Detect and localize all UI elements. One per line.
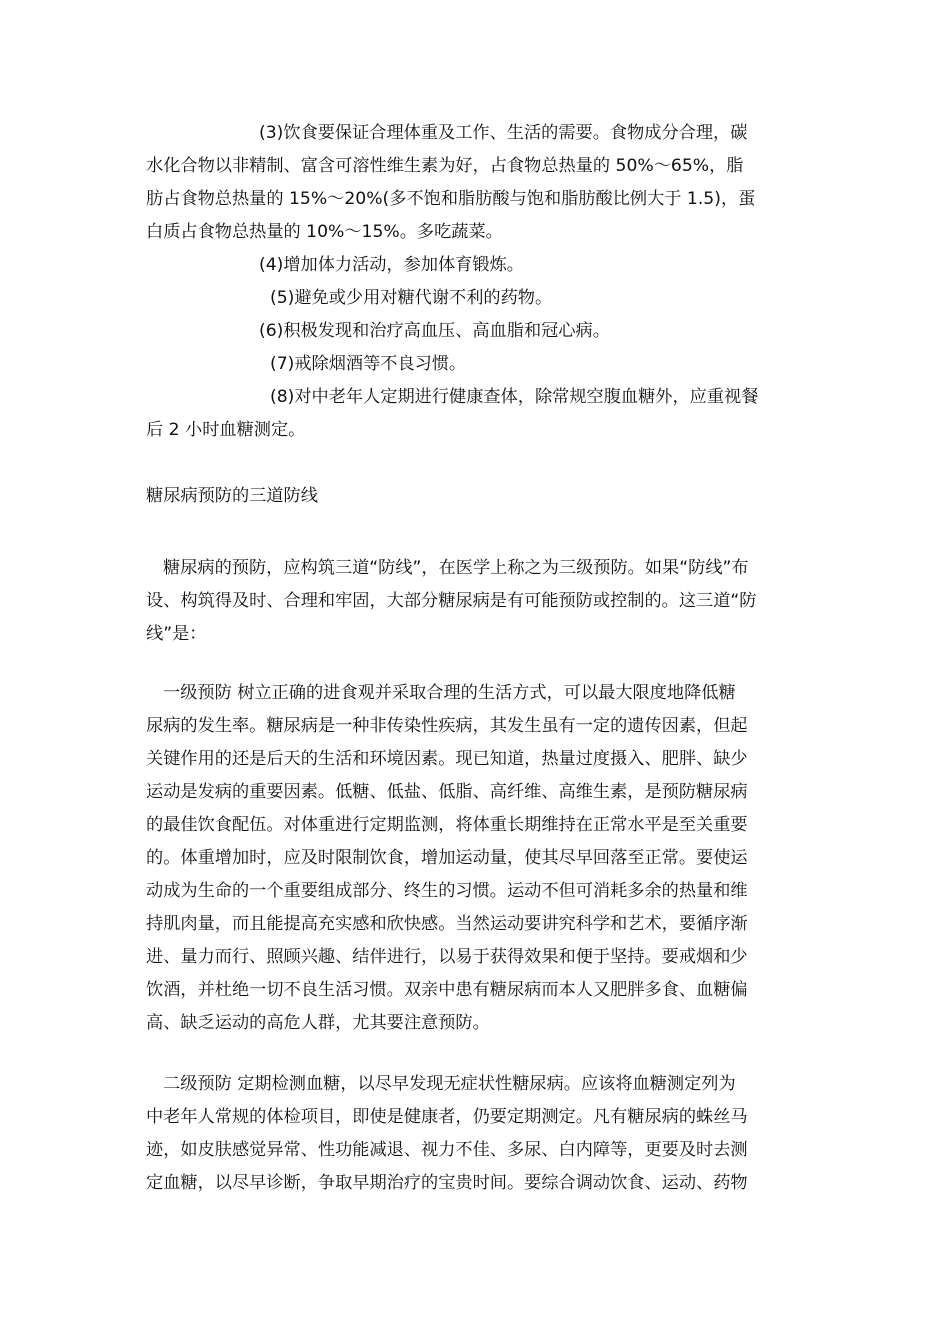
first-level-prevention — [146, 677, 814, 1040]
text-line: (3)饮食要保证合理体重及工作、生活的需要。食物成分合理，碳 — [259, 123, 748, 143]
text-line: 定血糖，以尽早诊断，争取早期治疗的宝贵时间。要综合调动饮食、运动、药物 — [146, 1173, 748, 1193]
measure-4: (4)增加体力活动，参加体育锻炼。 — [259, 255, 524, 275]
text-line: 动成为生命的一个重要组成部分、终生的习惯。运动不但可消耗多余的热量和维 — [146, 881, 748, 901]
text-line: 线”是： — [146, 624, 207, 644]
measure-3-paragraph — [146, 117, 814, 249]
text-line: 的。体重增加时，应及时限制饮食，增加运动量，使其尽早回落至正常。要使运 — [146, 848, 748, 868]
section-heading: 糖尿病预防的三道防线 — [146, 486, 318, 506]
text-line: 中老年人常规的体检项目，即使是健康者，仍要定期测定。凡有糖尿病的蛛丝马 — [146, 1107, 748, 1127]
text-line: 糖尿病的预防，应构筑三道“防线”，在医学上称之为三级预防。如果“防线”布 — [163, 558, 749, 578]
text-line: 迹，如皮肤感觉异常、性功能减退、视力不佳、多尿、白内障等，更要及时去测 — [146, 1140, 748, 1160]
text-line: 白质占食物总热量的 10%～15%。多吃蔬菜。 — [146, 222, 503, 242]
text-line: 二级预防 定期检测血糖，以尽早发现无症状性糖尿病。应该将血糖测定列为 — [163, 1074, 736, 1094]
measure-5: (5)避免或少用对糖代谢不利的药物。 — [270, 288, 553, 308]
measure-7: (7)戒除烟酒等不良习惯。 — [270, 354, 467, 374]
text-line: 的最佳饮食配伍。对体重进行定期监测，将体重长期维持在正常水平是至关重要 — [146, 815, 748, 835]
measures-list — [146, 249, 814, 447]
text-line: 尿病的发生率。糖尿病是一种非传染性疾病，其发生虽有一定的遗传因素，但起 — [146, 716, 748, 736]
text-line: 持肌肉量，而且能提高充实感和欣快感。当然运动要讲究科学和艺术，要循序渐 — [146, 914, 748, 934]
second-level-prevention — [146, 1068, 814, 1200]
text-line: 肪占食物总热量的 15%～20%(多不饱和脂肪酸与饱和脂肪酸比例大于 1.5)，蛋 — [146, 189, 756, 209]
text-line: 进、量力而行、照顾兴趣、结伴进行，以易于获得效果和便于坚持。要戒烟和少 — [146, 947, 748, 967]
text-line: 设、构筑得及时、合理和牢固，大部分糖尿病是有可能预防或控制的。这三道“防 — [146, 591, 757, 611]
text-line: 一级预防 树立正确的进食观并采取合理的生活方式，可以最大限度地降低糖 — [163, 683, 736, 703]
text-line: 高、缺乏运动的高危人群，尤其要注意预防。 — [146, 1013, 490, 1033]
text-line: 运动是发病的重要因素。低糖、低盐、低脂、高纤维、高维生素，是预防糖尿病 — [146, 782, 748, 802]
measure-8-cont: 后 2 小时血糖测定。 — [146, 420, 306, 440]
text-line: 水化合物以非精制、富含可溶性维生素为好，占食物总热量的 50%～65%，脂 — [146, 156, 744, 176]
measure-6: (6)积极发现和治疗高血压、高血脂和冠心病。 — [259, 321, 610, 341]
text-line: 饮酒，并杜绝一切不良生活习惯。双亲中患有糖尿病而本人又肥胖多食、血糖偏 — [146, 980, 748, 1000]
text-line: 关键作用的还是后天的生活和环境因素。现已知道，热量过度摄入、肥胖、缺少 — [146, 749, 748, 769]
intro-paragraph — [146, 552, 814, 651]
measure-8: (8)对中老年人定期进行健康查体，除常规空腹血糖外，应重视餐 — [270, 387, 759, 407]
